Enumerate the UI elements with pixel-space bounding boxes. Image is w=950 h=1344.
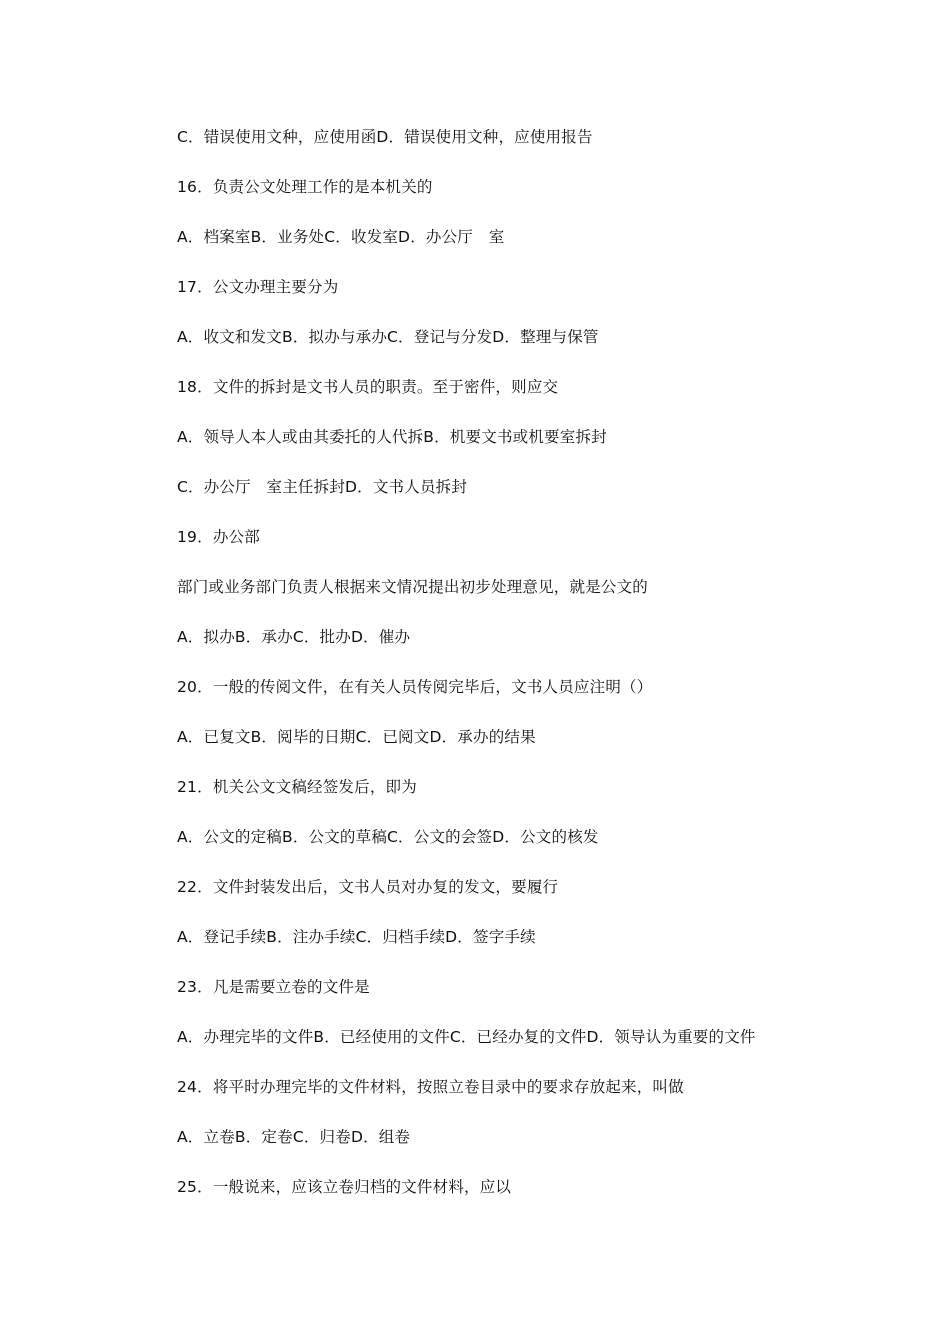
- text-line: 22．文件封装发出后，文书人员对办复的发文，要履行: [177, 878, 559, 896]
- text-line: 17．公文办理主要分为: [177, 278, 339, 296]
- text-line: 16．负责公文处理工作的是本机关的: [177, 178, 433, 196]
- text-line: A．公文的定稿B．公文的草稿C．公文的会签D．公文的核发: [177, 828, 599, 846]
- text-line: A．收文和发文B．拟办与承办C．登记与分发D．整理与保管: [177, 328, 599, 346]
- text-line: C．办公厅 室主任拆封D．文书人员拆封: [177, 478, 468, 496]
- document-body: [177, 124, 917, 1224]
- text-line: A．立卷B．定卷C．归卷D．组卷: [177, 1128, 411, 1146]
- text-line: C．错误使用文种，应使用函D．错误使用文种，应使用报告: [177, 128, 593, 146]
- text-line: 25．一般说来，应该立卷归档的文件材料，应以: [177, 1178, 512, 1196]
- text-line: 23．凡是需要立卷的文件是: [177, 978, 370, 996]
- text-line: 24．将平时办理完毕的文件材料，按照立卷目录中的要求存放起来，叫做: [177, 1078, 684, 1096]
- text-line: A．登记手续B．注办手续C．归档手续D．签字手续: [177, 928, 536, 946]
- text-line: 18．文件的拆封是文书人员的职责。至于密件，则应交: [177, 378, 559, 396]
- text-line: 21．机关公文文稿经签发后，即为: [177, 778, 417, 796]
- text-line: A．领导人本人或由其委托的人代拆B．机要文书或机要室拆封: [177, 428, 607, 446]
- text-line: 部门或业务部门负责人根据来文情况提出初步处理意见，就是公文的: [177, 578, 649, 596]
- text-line: A．拟办B．承办C．批办D．催办: [177, 628, 411, 646]
- text-line: 19．办公部: [177, 528, 260, 546]
- text-line: A．办理完毕的文件B．已经使用的文件C．已经办复的文件D．领导认为重要的文件: [177, 1028, 756, 1046]
- text-line: A．档案室B．业务处C．收发室D．办公厅 室: [177, 228, 505, 246]
- text-line: A．已复文B．阅毕的日期C．已阅文D．承办的结果: [177, 728, 536, 746]
- text-line: 20．一般的传阅文件，在有关人员传阅完毕后，文书人员应注明（）: [177, 678, 653, 696]
